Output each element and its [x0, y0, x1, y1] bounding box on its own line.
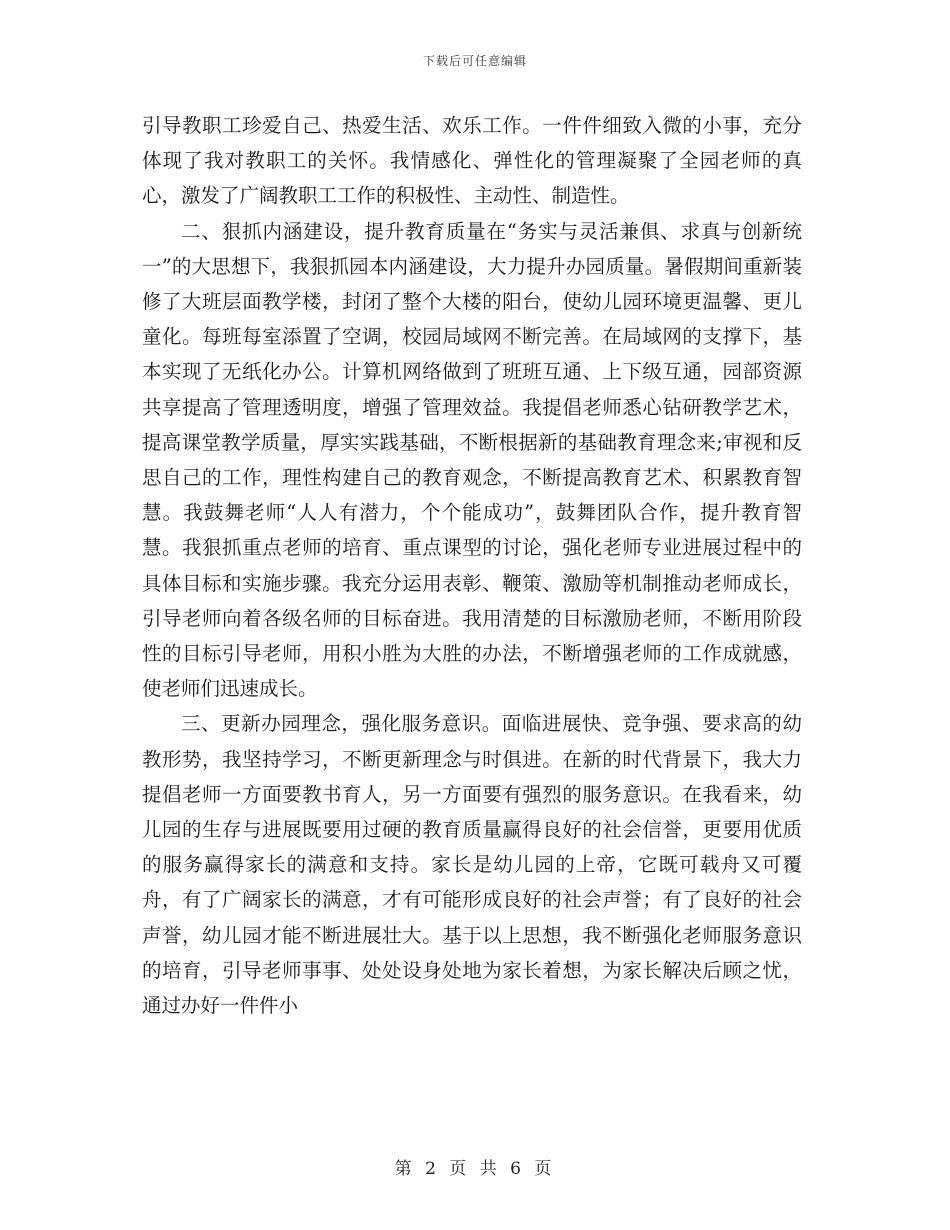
paragraph-continuation: 引导教职工珍爱自己、热爱生活、欢乐工作。一件件细致入微的小事，充分体现了我对教职工的关怀。我情感化、弹性化的管理凝聚了全园老师的真心，激发了广阔教职工工作的积极性、主动性、制造性。 [142, 114, 802, 208]
page-header: 下载后可任意编辑 [422, 54, 527, 68]
paragraph-section-two: 二、狠抓内涵建设，提升教育质量在“务实与灵活兼俱、求真与创新统一”的大思想下，我狠抓园本内涵建设，大力提升办园质量。暑假期间重新装修了大班层面教学楼，封闭了整个大楼的阳台，使幼儿园环境更温馨、更儿童化。每班每室添置了空调，校园局域网不断完善。在局域网的支撑下，基本实现了无纸化办公。计算机网络做到了班班互通、上下级互通，园部资源共享提高了管理透明度，增强了管理效益。我提倡老师悉心钻研教学艺术，提高课堂教学质量，厚实实践基础，不断根据新的基础教育理念来;审视和反思自己的工作，理性构建自己的教育观念，不断提高教育艺术、积累教育智慧。我鼓舞老师“人人有潜力，个个能成功”，鼓舞团队合作，提升教育智慧。我狠抓重点老师的培育、重点课型的讨论，强化老师专业进展过程中的具体目标和实施步骤。我充分运用表彰、鞭策、激励等机制推动老师成长，引导老师向着各级名师的目标奋进。我用清楚的目标激励老师，不断用阶段性的目标引导老师，用积小胜为大胜的办法，不断增强老师的工作成就感，使老师们迅速成长。 [142, 219, 802, 701]
paragraph-section-three: 三、更新办园理念，强化服务意识。面临进展快、竞争强、要求高的幼教形势，我坚持学习，不断更新理念与时俱进。在新的时代背景下，我大力提倡老师一方面要教书育人，另一方面要有强烈的服务意识。在我看来，幼儿园的生存与进展既要用过硬的教育质量赢得良好的社会信誉，更要用优质的服务赢得家长的满意和支持。家长是幼儿园的上帝，它既可载舟又可覆舟，有了广阔家长的满意，才有可能形成良好的社会声誉；有了良好的社会声誉，幼儿园才能不断进展壮大。基于以上思想，我不断强化老师服务意识的培育，引导老师事事、处处设身处地为家长着想，为家长解决后顾之忧，通过办好一件件小 [142, 712, 802, 1018]
document-body [142, 108, 802, 1023]
page-number-footer: 第 2 页 共 6 页 [394, 1159, 556, 1179]
